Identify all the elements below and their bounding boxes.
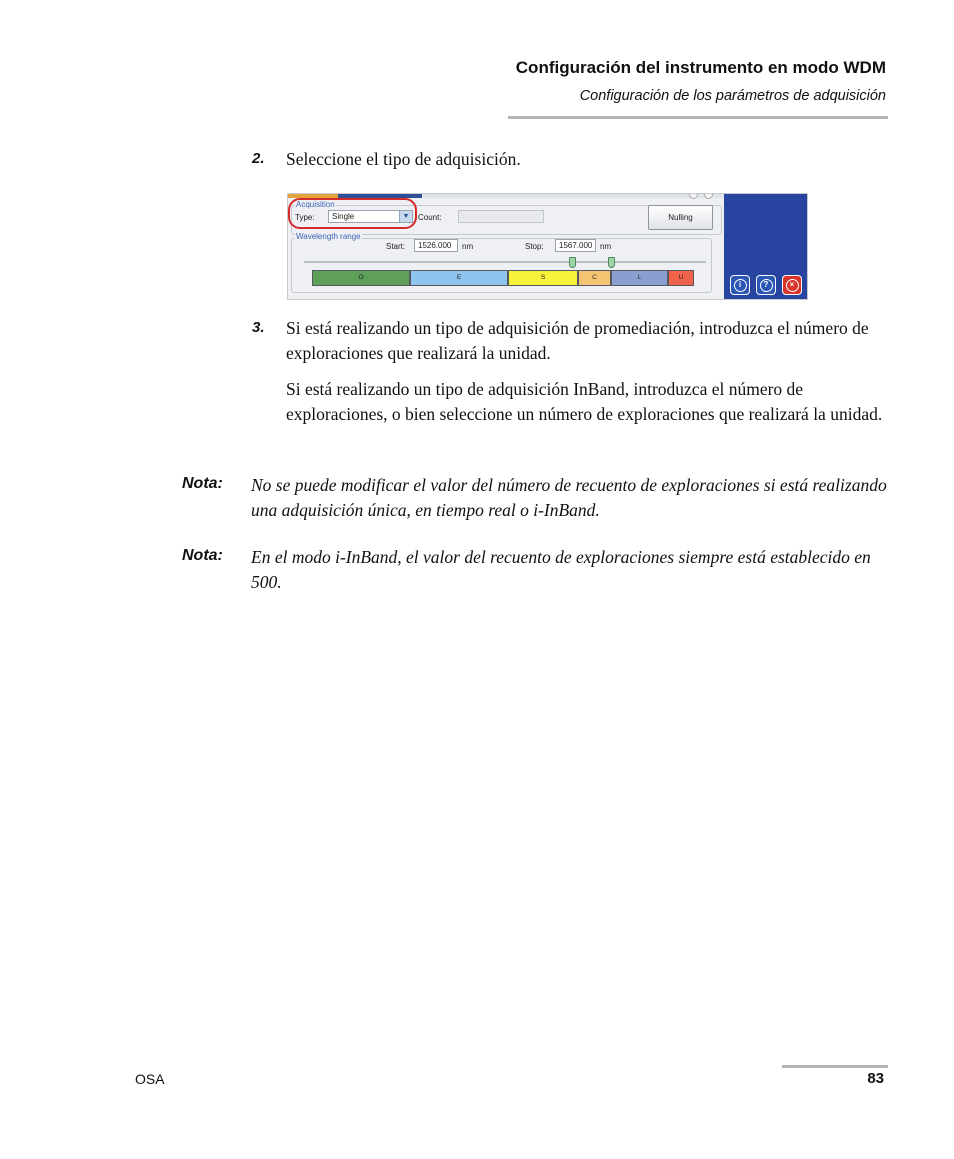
count-label: Count:	[418, 213, 442, 222]
start-unit: nm	[462, 242, 474, 251]
band-l: L	[611, 270, 668, 286]
stop-unit: nm	[600, 242, 612, 251]
info-icon: i	[734, 279, 747, 292]
band-e: E	[410, 270, 508, 286]
band-o: O	[312, 270, 410, 286]
nulling-button[interactable]: Nulling	[648, 205, 713, 230]
start-wavelength-input[interactable]: 1526.000	[414, 239, 458, 252]
close-button[interactable]	[782, 275, 802, 295]
section-subtitle: Configuración de los parámetros de adquisición	[579, 88, 886, 104]
window-control-icon	[689, 193, 698, 199]
footer-rule	[782, 1065, 888, 1068]
step-text: Si está realizando un tipo de adquisición InBand, introduzca el número de exploraciones, o bien seleccione un número de exploraciones que realizará la unidad.	[286, 379, 883, 424]
note-label: Nota:	[182, 475, 223, 492]
step-text: Seleccione el tipo de adquisición.	[286, 149, 521, 169]
stop-wavelength-input[interactable]: 1567.000	[555, 239, 596, 252]
band-s: S	[508, 270, 578, 286]
note-text: No se puede modificar el valor del número de recuento de exploraciones si está realizando una adquisición única, en tiempo real o i-InBand.	[251, 475, 887, 520]
stop-slider-handle[interactable]	[608, 257, 615, 268]
window-control-icon	[704, 193, 713, 199]
wavelength-slider-track[interactable]	[304, 261, 706, 263]
step-number: 2.	[252, 150, 265, 167]
help-button[interactable]	[756, 275, 776, 295]
step-text: Si está realizando un tipo de adquisición de promediación, introduzca el número de exploraciones que realizará la unidad.	[286, 318, 869, 363]
step-number: 3.	[252, 319, 265, 336]
stop-label: Stop:	[525, 242, 544, 251]
band-u: U	[668, 270, 694, 286]
section-title: Configuración del instrumento en modo WDM	[515, 58, 886, 77]
acquisition-group-title: Acquisition	[296, 200, 335, 209]
start-slider-handle[interactable]	[569, 257, 576, 268]
header-rule	[508, 116, 888, 119]
note-label: Nota:	[182, 547, 223, 564]
type-dropdown-value: Single	[332, 212, 355, 221]
help-icon: ?	[760, 279, 773, 292]
info-button[interactable]	[730, 275, 750, 295]
type-label: Type:	[295, 213, 315, 222]
chevron-down-icon[interactable]: ▼	[399, 211, 412, 222]
close-icon: ×	[786, 279, 799, 292]
band-c: C	[578, 270, 611, 286]
note-text: En el modo i-InBand, el valor del recuento de exploraciones siempre está establecido en 500.	[251, 547, 871, 592]
wavelength-range-title: Wavelength range	[296, 232, 361, 241]
acquisition-settings-screenshot	[287, 193, 808, 300]
page-number: 83	[867, 1070, 884, 1087]
footer-product: OSA	[135, 1071, 165, 1087]
count-field[interactable]	[458, 210, 544, 223]
start-label: Start:	[386, 242, 406, 251]
highlight-ellipse	[288, 198, 417, 229]
